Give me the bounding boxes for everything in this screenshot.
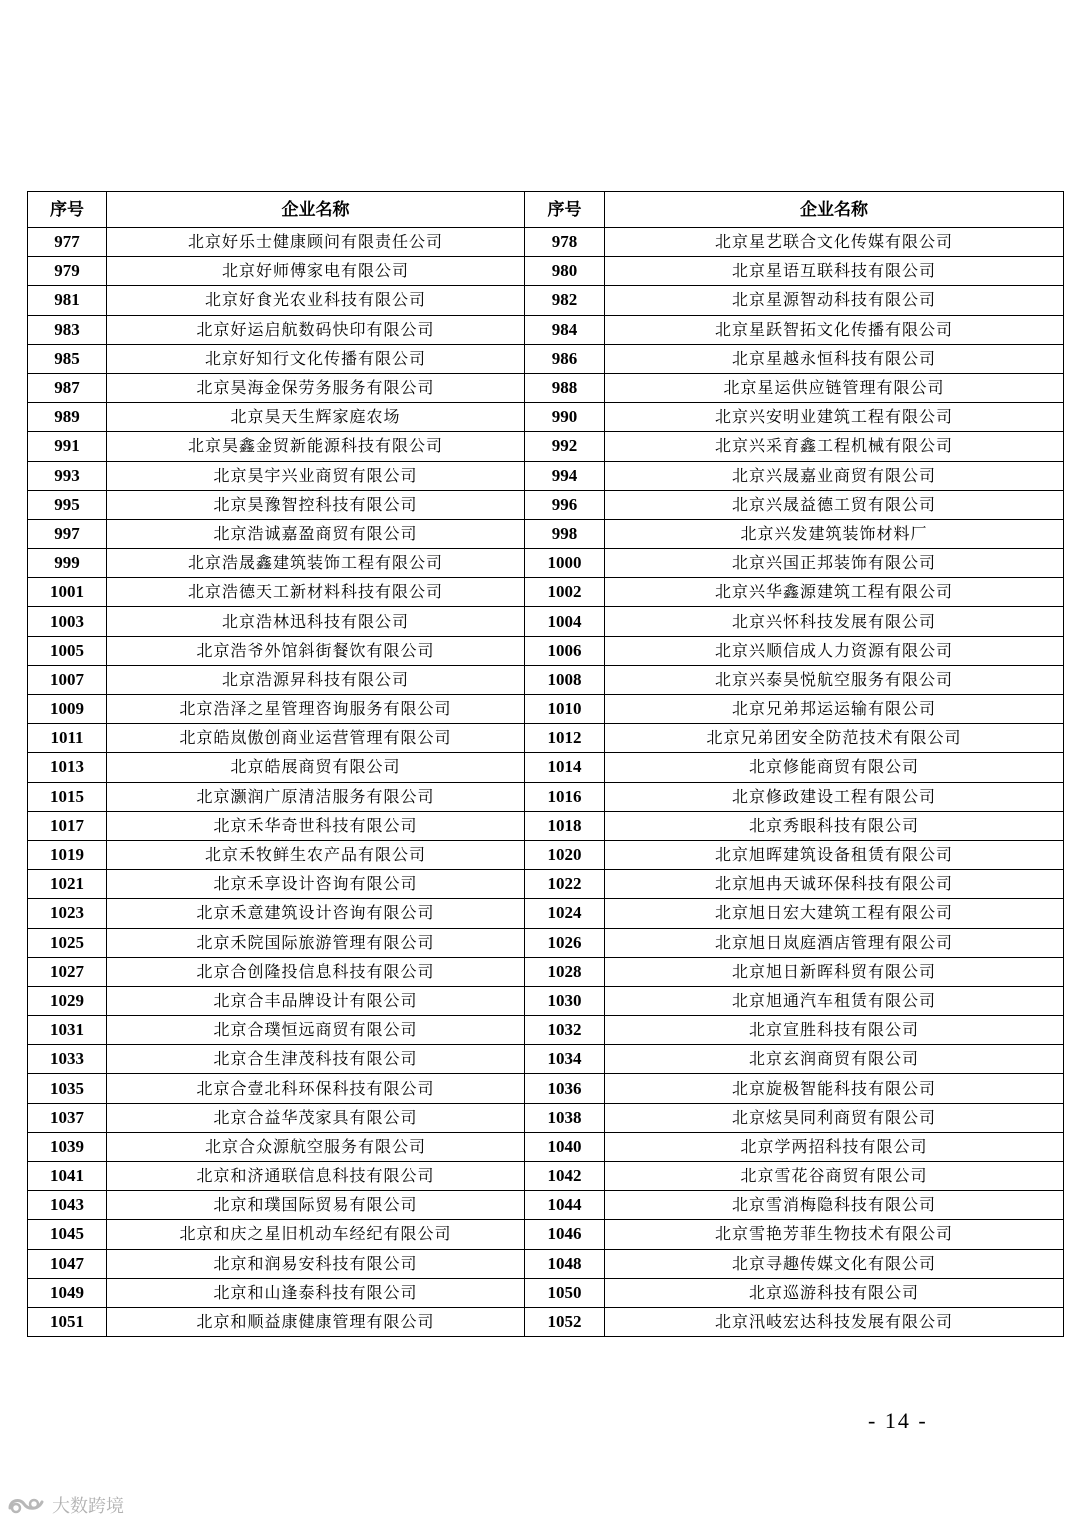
serial-cell: 1025 bbox=[28, 928, 107, 957]
serial-cell: 1019 bbox=[28, 840, 107, 869]
company-name-cell: 北京浩晟鑫建筑装饰工程有限公司 bbox=[107, 549, 525, 578]
serial-cell: 1011 bbox=[28, 724, 107, 753]
header-company-right: 企业名称 bbox=[605, 192, 1064, 228]
serial-cell: 983 bbox=[28, 315, 107, 344]
serial-cell: 991 bbox=[28, 432, 107, 461]
table-row bbox=[28, 899, 1064, 928]
header-company-left: 企业名称 bbox=[107, 192, 525, 228]
company-name-cell: 北京浩源昇科技有限公司 bbox=[107, 665, 525, 694]
serial-cell: 1014 bbox=[525, 753, 605, 782]
table-row bbox=[28, 344, 1064, 373]
serial-cell: 1009 bbox=[28, 695, 107, 724]
company-name-cell: 北京兴华鑫源建筑工程有限公司 bbox=[605, 578, 1064, 607]
serial-cell: 988 bbox=[525, 373, 605, 402]
company-name-cell: 北京汛岐宏达科技发展有限公司 bbox=[605, 1307, 1064, 1336]
serial-cell: 1000 bbox=[525, 549, 605, 578]
company-name-cell: 北京雪艳芳菲生物技术有限公司 bbox=[605, 1220, 1064, 1249]
serial-cell: 1047 bbox=[28, 1249, 107, 1278]
company-name-cell: 北京禾院国际旅游管理有限公司 bbox=[107, 928, 525, 957]
company-name-cell: 北京雪花谷商贸有限公司 bbox=[605, 1162, 1064, 1191]
company-name-cell: 北京雪消梅隐科技有限公司 bbox=[605, 1191, 1064, 1220]
serial-cell: 999 bbox=[28, 549, 107, 578]
company-name-cell: 北京炫昊同利商贸有限公司 bbox=[605, 1103, 1064, 1132]
serial-cell: 990 bbox=[525, 403, 605, 432]
table-row bbox=[28, 753, 1064, 782]
serial-cell: 1051 bbox=[28, 1307, 107, 1336]
company-list-table bbox=[27, 191, 1064, 1337]
serial-cell: 1040 bbox=[525, 1132, 605, 1161]
serial-cell: 1017 bbox=[28, 811, 107, 840]
company-name-cell: 北京昊鑫金贸新能源科技有限公司 bbox=[107, 432, 525, 461]
company-name-cell: 北京合益华茂家具有限公司 bbox=[107, 1103, 525, 1132]
serial-cell: 1004 bbox=[525, 607, 605, 636]
company-name-cell: 北京合丰品牌设计有限公司 bbox=[107, 986, 525, 1015]
table-row bbox=[28, 724, 1064, 753]
company-name-cell: 北京合璞恒远商贸有限公司 bbox=[107, 1016, 525, 1045]
serial-cell: 1006 bbox=[525, 636, 605, 665]
company-name-cell: 北京浩林迅科技有限公司 bbox=[107, 607, 525, 636]
table-row bbox=[28, 1220, 1064, 1249]
table-row bbox=[28, 403, 1064, 432]
serial-cell: 997 bbox=[28, 519, 107, 548]
table-header bbox=[28, 192, 1064, 228]
serial-cell: 1041 bbox=[28, 1162, 107, 1191]
table-row bbox=[28, 811, 1064, 840]
table-row bbox=[28, 1162, 1064, 1191]
serial-cell: 1024 bbox=[525, 899, 605, 928]
table-row bbox=[28, 1016, 1064, 1045]
serial-cell: 1048 bbox=[525, 1249, 605, 1278]
serial-cell: 979 bbox=[28, 257, 107, 286]
serial-cell: 1018 bbox=[525, 811, 605, 840]
company-name-cell: 北京浩泽之星管理咨询服务有限公司 bbox=[107, 695, 525, 724]
company-name-cell: 北京星运供应链管理有限公司 bbox=[605, 373, 1064, 402]
company-name-cell: 北京旋极智能科技有限公司 bbox=[605, 1074, 1064, 1103]
company-name-cell: 北京秀眼科技有限公司 bbox=[605, 811, 1064, 840]
table-row bbox=[28, 257, 1064, 286]
table-row bbox=[28, 607, 1064, 636]
serial-cell: 1043 bbox=[28, 1191, 107, 1220]
serial-cell: 1012 bbox=[525, 724, 605, 753]
company-name-cell: 北京玄润商贸有限公司 bbox=[605, 1045, 1064, 1074]
serial-cell: 1020 bbox=[525, 840, 605, 869]
table-row bbox=[28, 578, 1064, 607]
company-name-cell: 北京和润易安科技有限公司 bbox=[107, 1249, 525, 1278]
company-name-cell: 北京星艺联合文化传媒有限公司 bbox=[605, 228, 1064, 257]
table-row bbox=[28, 373, 1064, 402]
table-row bbox=[28, 928, 1064, 957]
company-name-cell: 北京好食光农业科技有限公司 bbox=[107, 286, 525, 315]
serial-cell: 1031 bbox=[28, 1016, 107, 1045]
serial-cell: 1036 bbox=[525, 1074, 605, 1103]
serial-cell: 1008 bbox=[525, 665, 605, 694]
table-row bbox=[28, 1132, 1064, 1161]
company-name-cell: 北京好乐士健康顾问有限责任公司 bbox=[107, 228, 525, 257]
table-row bbox=[28, 840, 1064, 869]
company-name-cell: 北京兴晟嘉业商贸有限公司 bbox=[605, 461, 1064, 490]
company-name-cell: 北京旭通汽车租赁有限公司 bbox=[605, 986, 1064, 1015]
serial-cell: 1007 bbox=[28, 665, 107, 694]
serial-cell: 1034 bbox=[525, 1045, 605, 1074]
company-name-cell: 北京和庆之星旧机动车经纪有限公司 bbox=[107, 1220, 525, 1249]
company-name-cell: 北京昊天生辉家庭农场 bbox=[107, 403, 525, 432]
serial-cell: 980 bbox=[525, 257, 605, 286]
company-name-cell: 北京禾意建筑设计咨询有限公司 bbox=[107, 899, 525, 928]
header-serial-right: 序号 bbox=[525, 192, 605, 228]
table-row bbox=[28, 870, 1064, 899]
table-row bbox=[28, 228, 1064, 257]
serial-cell: 987 bbox=[28, 373, 107, 402]
table-row bbox=[28, 1045, 1064, 1074]
company-name-cell: 北京合生津茂科技有限公司 bbox=[107, 1045, 525, 1074]
table-body bbox=[28, 228, 1064, 1337]
company-name-cell: 北京皓岚傲创商业运营管理有限公司 bbox=[107, 724, 525, 753]
watermark-text: 大数跨境 bbox=[52, 1496, 124, 1517]
serial-cell: 1050 bbox=[525, 1278, 605, 1307]
serial-cell: 998 bbox=[525, 519, 605, 548]
serial-cell: 1029 bbox=[28, 986, 107, 1015]
table-row bbox=[28, 432, 1064, 461]
company-name-cell: 北京和济通联信息科技有限公司 bbox=[107, 1162, 525, 1191]
table-row bbox=[28, 549, 1064, 578]
table-row bbox=[28, 636, 1064, 665]
company-name-cell: 北京昊宇兴业商贸有限公司 bbox=[107, 461, 525, 490]
table-row bbox=[28, 315, 1064, 344]
company-name-cell: 北京合壹北科环保科技有限公司 bbox=[107, 1074, 525, 1103]
company-name-cell: 北京星跃智拓文化传播有限公司 bbox=[605, 315, 1064, 344]
serial-cell: 1001 bbox=[28, 578, 107, 607]
serial-cell: 1010 bbox=[525, 695, 605, 724]
serial-cell: 1033 bbox=[28, 1045, 107, 1074]
table-row bbox=[28, 665, 1064, 694]
table-row bbox=[28, 1103, 1064, 1132]
serial-cell: 1045 bbox=[28, 1220, 107, 1249]
company-name-cell: 北京好师傅家电有限公司 bbox=[107, 257, 525, 286]
table-row bbox=[28, 957, 1064, 986]
serial-cell: 982 bbox=[525, 286, 605, 315]
serial-cell: 1039 bbox=[28, 1132, 107, 1161]
serial-cell: 978 bbox=[525, 228, 605, 257]
company-name-cell: 北京禾牧鲜生农产品有限公司 bbox=[107, 840, 525, 869]
serial-cell: 1022 bbox=[525, 870, 605, 899]
table-row bbox=[28, 519, 1064, 548]
company-name-cell: 北京兴顺信成人力资源有限公司 bbox=[605, 636, 1064, 665]
serial-cell: 1016 bbox=[525, 782, 605, 811]
company-name-cell: 北京兴晟益德工贸有限公司 bbox=[605, 490, 1064, 519]
company-name-cell: 北京旭日新晖科贸有限公司 bbox=[605, 957, 1064, 986]
company-name-cell: 北京兴发建筑装饰材料厂 bbox=[605, 519, 1064, 548]
serial-cell: 994 bbox=[525, 461, 605, 490]
company-name-cell: 北京和璞国际贸易有限公司 bbox=[107, 1191, 525, 1220]
serial-cell: 1026 bbox=[525, 928, 605, 957]
company-name-cell: 北京合创隆投信息科技有限公司 bbox=[107, 957, 525, 986]
serial-cell: 1021 bbox=[28, 870, 107, 899]
serial-cell: 1037 bbox=[28, 1103, 107, 1132]
serial-cell: 1042 bbox=[525, 1162, 605, 1191]
table-row bbox=[28, 986, 1064, 1015]
serial-cell: 995 bbox=[28, 490, 107, 519]
table-row bbox=[28, 782, 1064, 811]
company-name-cell: 北京星语互联科技有限公司 bbox=[605, 257, 1064, 286]
table-row bbox=[28, 1307, 1064, 1336]
table-row bbox=[28, 490, 1064, 519]
company-name-cell: 北京兴泰昊悦航空服务有限公司 bbox=[605, 665, 1064, 694]
serial-cell: 1049 bbox=[28, 1278, 107, 1307]
company-name-cell: 北京星源智动科技有限公司 bbox=[605, 286, 1064, 315]
table-row bbox=[28, 1249, 1064, 1278]
serial-cell: 1030 bbox=[525, 986, 605, 1015]
serial-cell: 1046 bbox=[525, 1220, 605, 1249]
company-name-cell: 北京和顺益康健康管理有限公司 bbox=[107, 1307, 525, 1336]
watermark bbox=[6, 1492, 124, 1518]
serial-cell: 989 bbox=[28, 403, 107, 432]
company-name-cell: 北京兄弟团安全防范技术有限公司 bbox=[605, 724, 1064, 753]
header-serial-left: 序号 bbox=[28, 192, 107, 228]
company-name-cell: 北京浩诚嘉盈商贸有限公司 bbox=[107, 519, 525, 548]
table-row bbox=[28, 461, 1064, 490]
serial-cell: 992 bbox=[525, 432, 605, 461]
serial-cell: 981 bbox=[28, 286, 107, 315]
table-row bbox=[28, 1074, 1064, 1103]
company-name-cell: 北京修能商贸有限公司 bbox=[605, 753, 1064, 782]
company-name-cell: 北京灏润广原清洁服务有限公司 bbox=[107, 782, 525, 811]
company-name-cell: 北京兴采育鑫工程机械有限公司 bbox=[605, 432, 1064, 461]
serial-cell: 977 bbox=[28, 228, 107, 257]
company-name-cell: 北京旭冉天诚环保科技有限公司 bbox=[605, 870, 1064, 899]
company-name-cell: 北京禾华奇世科技有限公司 bbox=[107, 811, 525, 840]
company-name-cell: 北京合众源航空服务有限公司 bbox=[107, 1132, 525, 1161]
company-name-cell: 北京修政建设工程有限公司 bbox=[605, 782, 1064, 811]
serial-cell: 1003 bbox=[28, 607, 107, 636]
table-row bbox=[28, 695, 1064, 724]
serial-cell: 993 bbox=[28, 461, 107, 490]
company-name-cell: 北京宣胜科技有限公司 bbox=[605, 1016, 1064, 1045]
company-name-cell: 北京寻趣传媒文化有限公司 bbox=[605, 1249, 1064, 1278]
header-row bbox=[28, 192, 1064, 228]
serial-cell: 1002 bbox=[525, 578, 605, 607]
serial-cell: 996 bbox=[525, 490, 605, 519]
company-name-cell: 北京昊海金保劳务服务有限公司 bbox=[107, 373, 525, 402]
serial-cell: 1032 bbox=[525, 1016, 605, 1045]
company-name-cell: 北京浩爷外馆斜街餐饮有限公司 bbox=[107, 636, 525, 665]
company-name-cell: 北京兴安明业建筑工程有限公司 bbox=[605, 403, 1064, 432]
serial-cell: 1005 bbox=[28, 636, 107, 665]
company-name-cell: 北京星越永恒科技有限公司 bbox=[605, 344, 1064, 373]
company-name-cell: 北京兄弟邦运运输有限公司 bbox=[605, 695, 1064, 724]
company-name-cell: 北京昊豫智控科技有限公司 bbox=[107, 490, 525, 519]
serial-cell: 1038 bbox=[525, 1103, 605, 1132]
company-name-cell: 北京兴国正邦装饰有限公司 bbox=[605, 549, 1064, 578]
company-name-cell: 北京好运启航数码快印有限公司 bbox=[107, 315, 525, 344]
serial-cell: 984 bbox=[525, 315, 605, 344]
company-name-cell: 北京旭晖建筑设备租赁有限公司 bbox=[605, 840, 1064, 869]
company-name-cell: 北京和山逢泰科技有限公司 bbox=[107, 1278, 525, 1307]
table-row bbox=[28, 286, 1064, 315]
company-name-cell: 北京禾享设计咨询有限公司 bbox=[107, 870, 525, 899]
serial-cell: 1044 bbox=[525, 1191, 605, 1220]
company-name-cell: 北京兴怀科技发展有限公司 bbox=[605, 607, 1064, 636]
serial-cell: 1015 bbox=[28, 782, 107, 811]
serial-cell: 1013 bbox=[28, 753, 107, 782]
company-name-cell: 北京巡游科技有限公司 bbox=[605, 1278, 1064, 1307]
brand-logo-icon bbox=[6, 1494, 46, 1516]
company-name-cell: 北京旭日宏大建筑工程有限公司 bbox=[605, 899, 1064, 928]
serial-cell: 1027 bbox=[28, 957, 107, 986]
serial-cell: 1028 bbox=[525, 957, 605, 986]
table-row bbox=[28, 1278, 1064, 1307]
serial-cell: 1023 bbox=[28, 899, 107, 928]
table-row bbox=[28, 1191, 1064, 1220]
serial-cell: 985 bbox=[28, 344, 107, 373]
company-name-cell: 北京旭日岚庭酒店管理有限公司 bbox=[605, 928, 1064, 957]
serial-cell: 1035 bbox=[28, 1074, 107, 1103]
page-number: - 14 - bbox=[868, 1408, 928, 1433]
company-name-cell: 北京浩德天工新材料科技有限公司 bbox=[107, 578, 525, 607]
company-name-cell: 北京皓展商贸有限公司 bbox=[107, 753, 525, 782]
serial-cell: 1052 bbox=[525, 1307, 605, 1336]
company-name-cell: 北京学两招科技有限公司 bbox=[605, 1132, 1064, 1161]
company-name-cell: 北京好知行文化传播有限公司 bbox=[107, 344, 525, 373]
serial-cell: 986 bbox=[525, 344, 605, 373]
